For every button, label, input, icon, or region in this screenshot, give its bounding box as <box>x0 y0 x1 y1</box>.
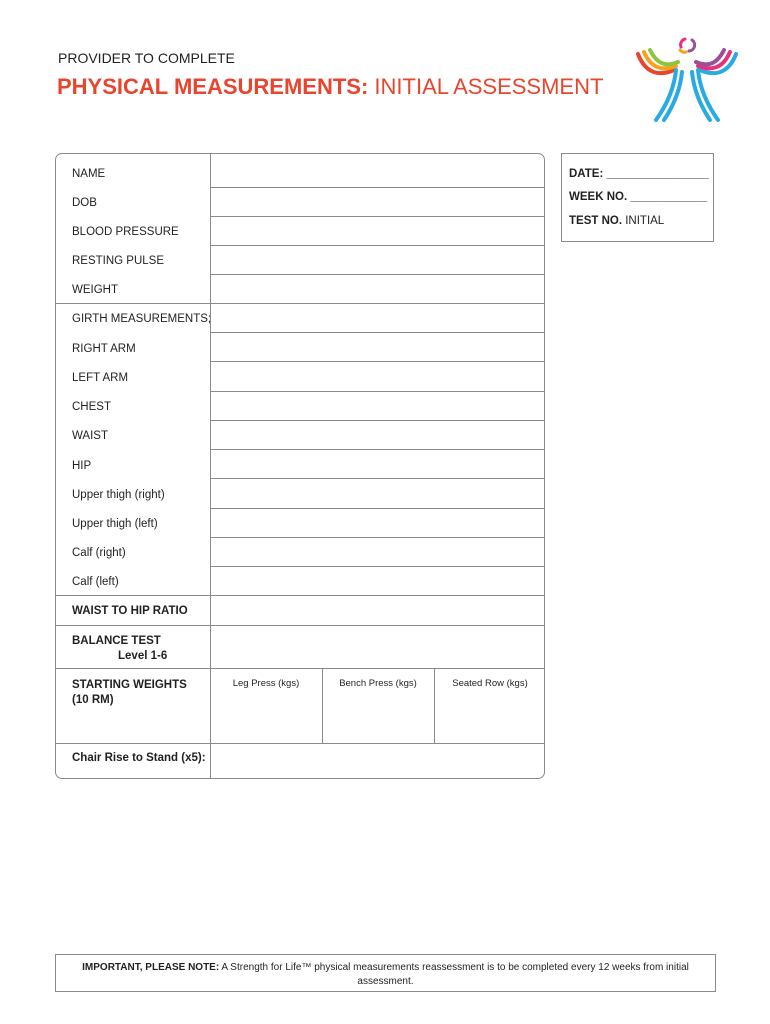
assessment-info-box <box>561 153 714 242</box>
page-title-bold: PHYSICAL MEASUREMENTS: <box>57 74 369 99</box>
label-blood-pressure: BLOOD PRESSURE <box>72 226 179 238</box>
strength-for-life-logo-icon <box>626 34 744 126</box>
label-chair-rise: Chair Rise to Stand (x5): <box>72 752 206 764</box>
date-label: DATE: ________________ <box>569 168 709 180</box>
label-chest: CHEST <box>72 401 111 413</box>
field-upper-thigh-left-line[interactable] <box>210 537 544 538</box>
label-hip: HIP <box>72 460 92 472</box>
field-girth-line[interactable] <box>210 332 544 333</box>
test-no-value: INITIAL <box>622 215 665 227</box>
label-dob: DOB <box>72 197 97 209</box>
label-right-arm: RIGHT ARM <box>72 343 136 355</box>
date-field[interactable] <box>569 168 709 180</box>
label-upper-thigh-right: Upper thigh (right) <box>72 489 165 501</box>
week-label: WEEK NO. ____________ <box>569 191 708 203</box>
label-name: NAME <box>72 168 106 180</box>
seated-row-header: Seated Row (kgs) <box>452 678 528 689</box>
field-waist-hip-line[interactable] <box>56 625 544 626</box>
field-upper-thigh-right-line[interactable] <box>210 508 544 509</box>
label-waist-hip-ratio: WAIST TO HIP RATIO <box>72 605 188 617</box>
page-title-rest: INITIAL ASSESSMENT <box>368 74 604 99</box>
label-upper-thigh-left: Upper thigh (left) <box>72 518 158 530</box>
label-calf-left: Calf (left) <box>72 576 119 588</box>
bench-press-header: Bench Press (kgs) <box>339 678 417 689</box>
field-name-line[interactable] <box>210 187 544 188</box>
label-balance-level-text: Level 1-6 <box>118 650 168 662</box>
provider-subtitle: PROVIDER TO COMPLETE <box>58 50 235 66</box>
field-weights-line[interactable] <box>56 743 544 744</box>
test-no-field <box>569 215 664 227</box>
label-weight: WEIGHT <box>72 284 118 296</box>
note-text: A Strength for Life™ physical measurements reassessment is to be completed every 12 weeks from initial assessment. <box>219 962 689 987</box>
field-dob-line[interactable] <box>210 216 544 217</box>
leg-press-header: Leg Press (kgs) <box>232 678 300 689</box>
test-no-label: TEST NO. <box>569 215 623 227</box>
label-resting-pulse: RESTING PULSE <box>72 255 165 267</box>
label-balance-test: BALANCE TEST <box>72 635 161 647</box>
measurements-form <box>55 153 545 779</box>
field-waist-line[interactable] <box>210 449 544 450</box>
label-girth: GIRTH MEASUREMENTS; <box>72 313 212 325</box>
field-resting-pulse-line[interactable] <box>210 274 544 275</box>
label-starting-weights: STARTING WEIGHTS <box>72 679 187 691</box>
field-weight-line[interactable] <box>56 303 544 304</box>
page-title <box>57 74 603 100</box>
field-hip-line[interactable] <box>210 478 544 479</box>
label-calf-right: Calf (right) <box>72 547 126 559</box>
field-calf-left-line[interactable] <box>56 595 544 596</box>
field-blood-pressure-line[interactable] <box>210 245 544 246</box>
note-bold: IMPORTANT, PLEASE NOTE: <box>82 962 220 973</box>
field-calf-right-line[interactable] <box>210 566 544 567</box>
week-field[interactable] <box>569 191 707 203</box>
field-chest-line[interactable] <box>210 420 544 421</box>
important-note <box>55 954 716 992</box>
label-balance-level <box>72 649 167 664</box>
label-starting-weights-rm: (10 RM) <box>72 694 114 706</box>
label-waist: WAIST <box>72 430 108 442</box>
label-left-arm: LEFT ARM <box>72 372 129 384</box>
field-right-arm-line[interactable] <box>210 361 544 362</box>
field-balance-line[interactable] <box>56 668 544 669</box>
field-left-arm-line[interactable] <box>210 391 544 392</box>
